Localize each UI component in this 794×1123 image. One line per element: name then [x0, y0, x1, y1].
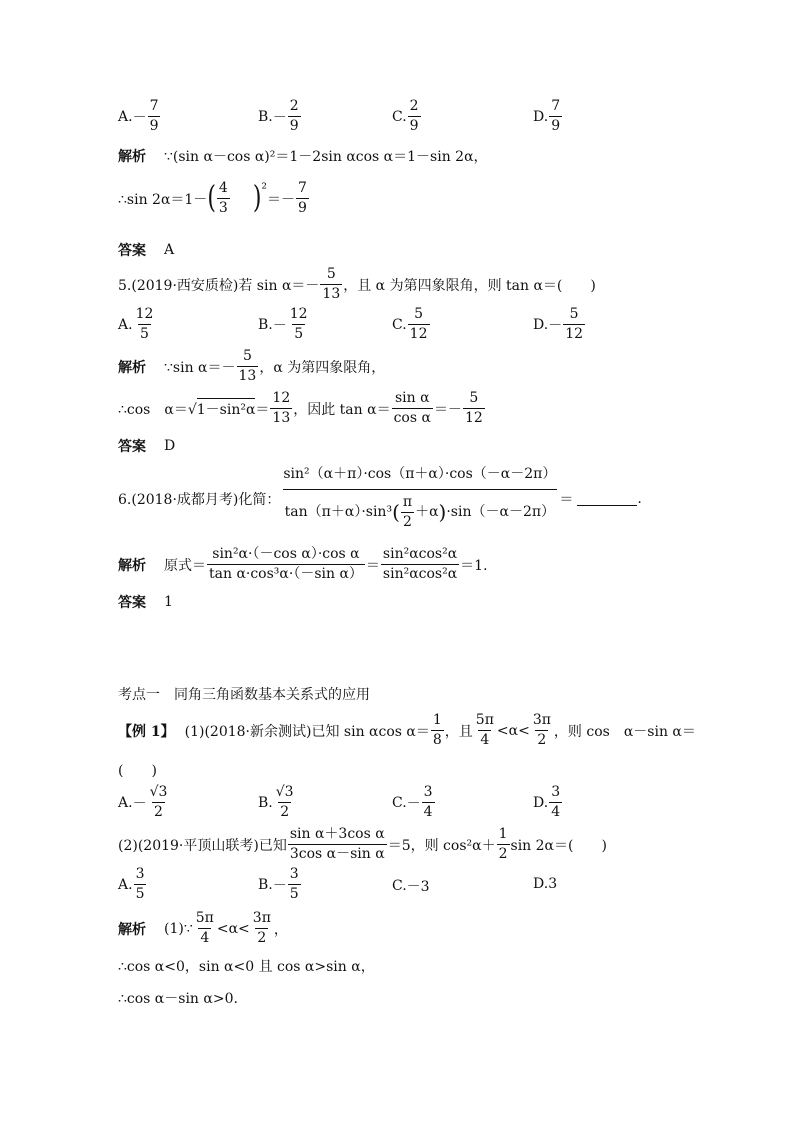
- example1-analysis-line1: 解析 (1)∵ $\frac{5\pi}{4}$ <α< $\frac{3\pi}{2}$ ，: [118, 910, 288, 946]
- fraction: $\frac{7}{9}$: [298, 180, 307, 216]
- fraction: $\frac{5\pi}{4}$: [195, 910, 214, 946]
- example1-part1-stem: 【例 1】 (1)(2018·新余测试)已知 sin αcos α＝ $\frac{1}{8}$ ，且 $\frac{5\pi}{4}$ <α< $\frac{3\pi}{2}$ ，则 cos α－sin α＝: [118, 712, 696, 748]
- q5-option-d[interactable]: D. － $\frac{5}{12}$: [533, 306, 584, 342]
- fraction: $\frac{7}{9}$: [551, 98, 561, 134]
- q6-answer: 答案 1: [118, 594, 173, 611]
- analysis-label: 解析: [118, 557, 146, 574]
- fraction: $\frac{\text{sin α}}{\text{cos α}}$: [393, 390, 431, 426]
- fraction: $\frac{4}{3}$: [218, 180, 228, 216]
- fraction: $\frac{3}{4}$: [423, 784, 433, 820]
- fraction: $\frac{5}{12}$: [464, 390, 483, 426]
- q5-option-a[interactable]: A. $\frac{12}{5}$: [118, 306, 154, 342]
- answer-label: 答案: [118, 595, 146, 611]
- q6-stem: 6.(2018·成都月考)化简： sin²（α＋π）·cos（π＋α）·cos（－α－2π） tan（π＋α）·sin³ ( $\frac{\pi}{2}$ ＋α ) ·sin（－α－2π） ＝ .: [118, 466, 642, 530]
- answer-label: 答案: [118, 439, 146, 455]
- q5-stem: 5.(2019·西安质检)若 sin α＝－ $\frac{5}{13}$ ，且 α 为第四象限角，则 tan α＝( ): [118, 266, 596, 302]
- right-paren: ): [252, 181, 262, 216]
- q4-analysis-line1: 解析 ∵(sin α－cos α)²＝1－2sin αcos α＝1－sin 2α，: [118, 146, 488, 166]
- example1-part1-option-c[interactable]: C. － $\frac{3}{4}$: [392, 784, 433, 820]
- fraction: sin²（α＋π）·cos（π＋α）·cos（－α－2π） tan（π＋α）·sin³ ( $\frac{\pi}{2}$ ＋α ) ·sin（－α－2π）: [283, 466, 557, 530]
- example1-analysis-line3: ∴cos α－sin α>0.: [118, 991, 238, 1007]
- fraction: $\frac{1}{8}$: [432, 712, 442, 748]
- fraction: $\frac{√3}{2}$: [149, 784, 168, 820]
- example1-part1-paren: ( ): [118, 763, 157, 779]
- fraction: $\frac{\text{sin α＋3cos α}}{\text{3cos α－sin α}}$: [289, 826, 385, 862]
- fraction: $\frac{1}{2}$: [498, 826, 508, 862]
- fraction: $\frac{5}{12}$: [409, 306, 428, 342]
- fraction: $\frac{\text{sin²αcos²α}}{\text{sin²αcos²α}}$: [382, 546, 458, 582]
- answer-label: 答案: [118, 243, 146, 259]
- answer-blank[interactable]: [577, 491, 637, 506]
- fraction: $\frac{2}{9}$: [289, 98, 299, 134]
- fraction: $\frac{12}{13}$: [272, 390, 291, 426]
- q5-analysis-line2: ∴cos α＝√ 1－sin²α ＝ $\frac{12}{13}$ ，因此 tan α＝ $\frac{\text{sin α}}{\text{cos α}}$ ＝－ $\frac{5}{12}$: [118, 390, 483, 426]
- example1-part1-option-d[interactable]: D. $\frac{3}{4}$: [533, 784, 561, 820]
- q4-analysis-line2: ∴sin 2α＝1－ ( $\frac{4}{3}$ ) ² ＝－ $\frac{7}{9}$: [118, 180, 307, 216]
- q4-option-c[interactable]: C. $\frac{2}{9}$: [392, 98, 419, 134]
- q6-analysis: 解析 原式＝ $\frac{\text{sin²α·（－cos α）·cos α}}{\text{tan α·cos³α·（－sin α）}}$ ＝ $\frac{\text{sin²αcos²α}}{\text{sin²αcos²α}}$ ＝1.: [118, 546, 488, 582]
- analysis-label: 解析: [118, 359, 146, 376]
- q5-analysis-line1: 解析 ∵sin α＝－ $\frac{5}{13}$ ，α 为第四象限角，: [118, 348, 386, 384]
- fraction: $\frac{\text{sin²α·（－cos α）·cos α}}{\text{tan α·cos³α·（－sin α）}}$: [209, 546, 363, 582]
- q4-answer: 答案 A: [118, 242, 175, 259]
- analysis-label: 解析: [118, 921, 146, 938]
- fraction: $\frac{3}{5}$: [289, 866, 299, 902]
- example1-part2-option-d[interactable]: D. 3: [533, 876, 558, 892]
- q5-answer: 答案 D: [118, 438, 176, 455]
- fraction: $\frac{5}{12}$: [565, 306, 584, 342]
- fraction: $\frac{5\pi}{4}$: [475, 712, 494, 748]
- example1-part1-option-b[interactable]: B. $\frac{√3}{2}$: [258, 784, 294, 820]
- fraction: $\frac{12}{5}$: [289, 306, 308, 342]
- analysis-label: 解析: [118, 149, 146, 165]
- example1-part2-stem: (2)(2019·平顶山联考)已知 $\frac{\text{sin α＋3cos α}}{\text{3cos α－sin α}}$ ＝5，则 cos²α＋ $\frac{1}{2}$ sin 2α＝( ): [118, 826, 607, 862]
- fraction: $\frac{5}{13}$: [238, 348, 257, 384]
- example1-part1-option-a[interactable]: A. － $\frac{√3}{2}$: [118, 784, 168, 820]
- q5-option-c[interactable]: C. $\frac{5}{12}$: [392, 306, 428, 342]
- q4-option-b[interactable]: B. － $\frac{2}{9}$: [258, 98, 299, 134]
- fraction: $\frac{5}{13}$: [322, 266, 341, 302]
- fraction: $\frac{7}{9}$: [149, 98, 159, 134]
- example1-part2-option-b[interactable]: B. － $\frac{3}{5}$: [258, 866, 299, 902]
- q4-option-d[interactable]: D. $\frac{7}{9}$: [533, 98, 561, 134]
- q5-option-b[interactable]: B. － $\frac{12}{5}$: [258, 306, 308, 342]
- example1-part2-option-a[interactable]: A. $\frac{3}{5}$: [118, 866, 145, 902]
- radicand: 1－sin²α: [197, 398, 256, 419]
- fraction: $\frac{\pi}{2}$: [402, 494, 413, 530]
- fraction: $\frac{3\pi}{2}$: [532, 712, 551, 748]
- fraction: $\frac{2}{9}$: [409, 98, 419, 134]
- section-title: 考点一 同角三角函数基本关系式的应用: [118, 687, 370, 703]
- example1-part2-option-c[interactable]: C. －3: [392, 878, 430, 895]
- fraction: $\frac{√3}{2}$: [275, 784, 294, 820]
- fraction: $\frac{3}{4}$: [551, 784, 561, 820]
- example-label: 【例 1】: [118, 723, 175, 740]
- q4-option-a[interactable]: A. － $\frac{7}{9}$: [118, 98, 159, 134]
- left-paren: (: [207, 181, 216, 216]
- fraction: $\frac{3\pi}{2}$: [252, 910, 271, 946]
- example1-analysis-line2: ∴cos α<0，sin α<0 且 cos α>sin α，: [118, 959, 375, 975]
- fraction: $\frac{12}{5}$: [135, 306, 154, 342]
- fraction: $\frac{3}{5}$: [135, 866, 145, 902]
